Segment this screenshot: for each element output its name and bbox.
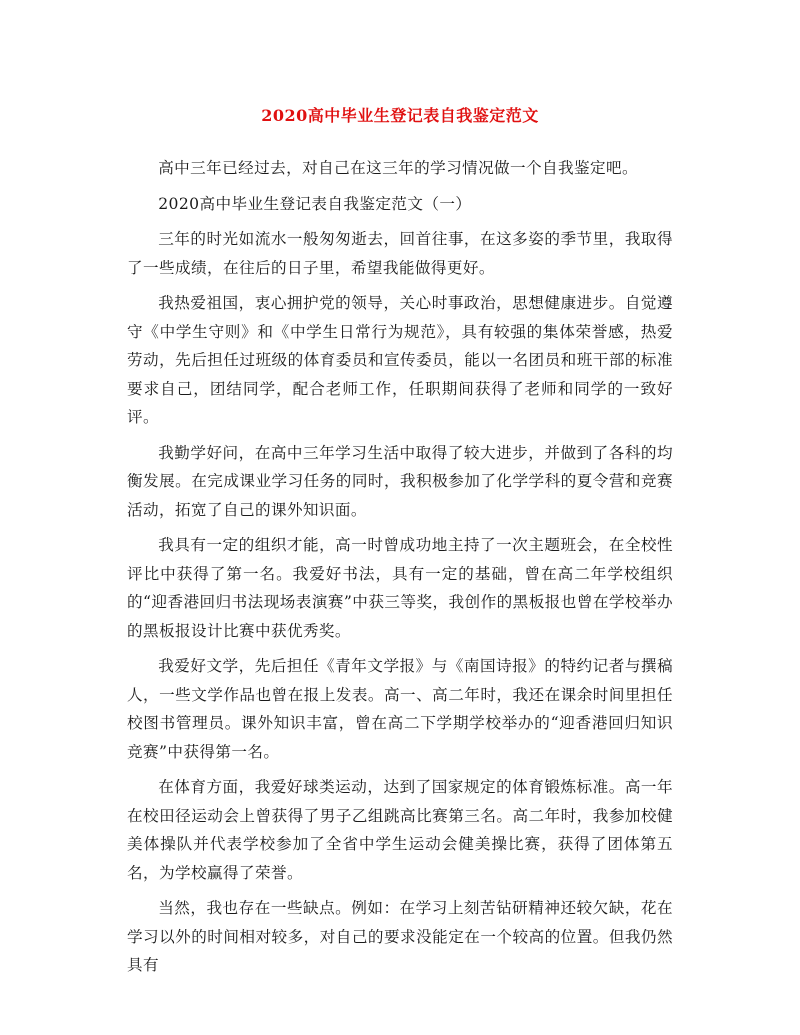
paragraph-shortcomings: 当然，我也存在一些缺点。例如：在学习上刻苦钻研精神还较欠缺，花在学习以外的时间相对较多，对自己的要求没能定在一个较高的位置。但我仍然具有 [127,899,673,974]
paragraph-intro: 高中三年已经过去，对自己在这三年的学习情况做一个自我鉴定吧。 [158,159,639,177]
document-title: 2020高中毕业生登记表自我鉴定范文 [261,106,539,125]
paragraph-sports: 在体育方面，我爱好球类运动，达到了国家规定的体育锻炼标准。高一年在校田径运动会上曾获得了男子乙组跳高比赛第三名。高二年时，我参加校健美体操队并代表学校参加了全省中学生运动会健美操比赛，获得了团体第五名，为学校赢得了荣誉。 [127,778,673,882]
paragraph-study: 我勤学好问，在高中三年学习生活中取得了较大进步，并做到了各科的均衡发展。在完成课业学习任务的同时，我积极参加了化学学科的夏令营和竞赛活动，拓宽了自己的课外知识面。 [127,443,673,519]
document-body [127,154,673,987]
paragraph-organization: 我具有一定的组织才能，高一时曾成功地主持了一次主题班会，在全校性评比中获得了第一名。我爱好书法，具有一定的基础，曾在高二年学校组织的“迎香港回归书法现场表演赛”中获三等奖，我创作的黑板报也曾在学校举办的黑板报设计比赛中获优秀奖。 [127,536,673,640]
paragraph-literature: 我爱好文学，先后担任《青年文学报》与《南国诗报》的特约记者与撰稿人，一些文学作品也曾在报上发表。高一、高二年时，我还在课余时间里担任校图书管理员。课外知识丰富，曾在高二下学期学校举办的“迎香港回归知识竞赛”中获得第一名。 [127,657,673,761]
paragraph-opening: 三年的时光如流水一般匆匆逝去，回首往事，在这多姿的季节里，我取得了一些成绩，在往后的日子里，希望我能做得更好。 [127,230,673,277]
paragraph-patriotism: 我热爱祖国，衷心拥护党的领导，关心时事政治，思想健康进步。自觉遵守《中学生守则》和《中学生日常行为规范》，具有较强的集体荣誉感，热爱劳动，先后担任过班级的体育委员和宣传委员，能以一名团员和班干部的标准要求自己，团结同学，配合老师工作，任职期间获得了老师和同学的一致好评。 [127,294,673,426]
paragraph-subtitle: 2020高中毕业生登记表自我鉴定范文（一） [158,194,472,213]
